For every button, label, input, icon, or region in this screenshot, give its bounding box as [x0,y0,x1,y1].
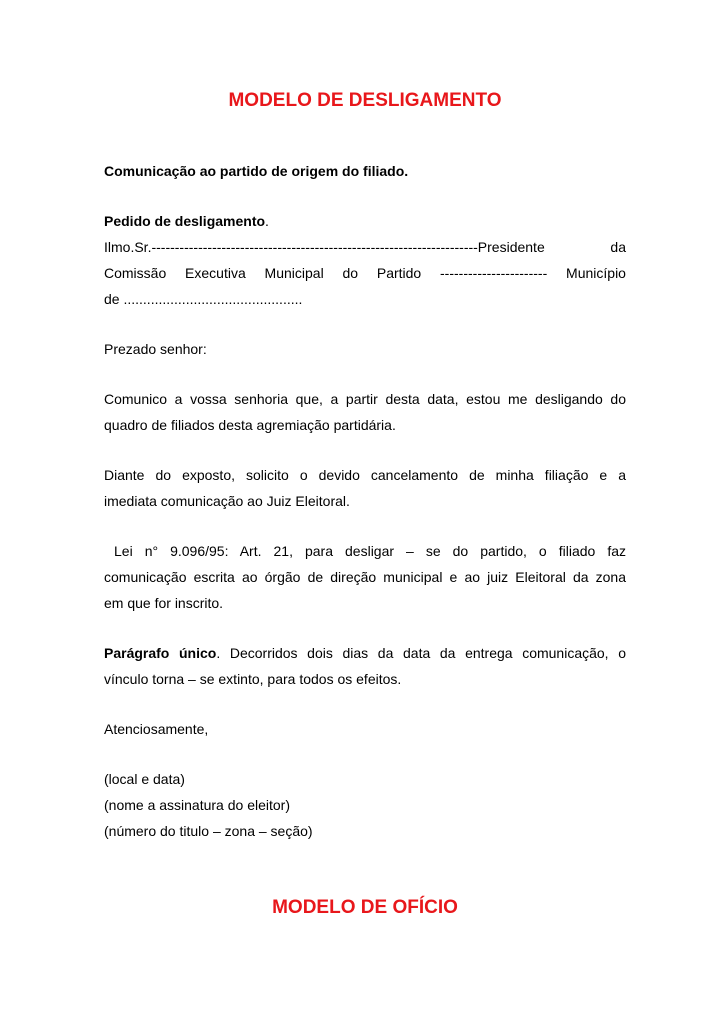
law-paragraph [104,538,626,616]
sole-paragraph-line-2: vínculo torna – se extinto, para todos os efeitos. [104,671,402,687]
request-heading: Pedido de desligamento [104,213,266,229]
signature-place-date: (local e data) [104,771,185,787]
greeting-text: Prezado senhor: [104,341,207,357]
request-block [104,208,626,312]
sole-paragraph [104,640,626,692]
paragraph-2-line-1: Diante do exposto, solicito o devido cancelamento de minha filiação e a [104,467,626,483]
greeting [104,336,626,362]
sole-paragraph-line-1-rest: . Decorridos dois dias da data da entrega comunicação, o [216,645,626,661]
law-line-1: Lei n° 9.096/95: Art. 21, para desligar – se do partido, o filiado faz [114,543,626,559]
request-line-2-w2: Municipal [264,265,324,281]
request-line-2 [104,260,626,286]
paragraph-2-line-2: imediata comunicação ao Juiz Eleitoral. [104,493,350,509]
request-heading-line [104,208,626,234]
closing-text: Atenciosamente, [104,721,209,737]
request-line-1 [104,234,626,260]
request-line-3: de .............................................. [104,291,303,307]
request-line-2-w1: Executiva [185,265,246,281]
signature-voter-id: (número do titulo – zona – seção) [104,823,313,839]
request-line-1-a: Ilmo.Sr.----------------------------------------------------------------------Presidente [104,239,545,255]
closing [104,716,626,742]
document-subtitle [104,158,626,184]
paragraph-2 [104,462,626,514]
paragraph-1-line-1: Comunico a vossa senhoria que, a partir desta data, estou me desligando do [104,391,626,407]
law-line-2: comunicação escrita ao órgão de direção municipal e ao juiz Eleitoral da zona [104,569,626,585]
signature-block [104,766,626,844]
request-line-2-w4: Partido [376,265,422,281]
next-section-title: MODELO DE OFÍCIO [272,897,458,918]
request-line-1-b: da [610,239,626,255]
paragraph-1 [104,386,626,438]
paragraph-1-line-2: quadro de filiados desta agremiação partidária. [104,417,396,433]
sole-paragraph-label: Parágrafo único [104,645,217,661]
signature-name: (nome a assinatura do eleitor) [104,797,290,813]
request-heading-suffix: . [265,213,269,229]
sole-paragraph-line-1 [104,640,626,666]
request-line-2-w0: Comissão [104,265,167,281]
request-line-2-w6: Município [566,265,626,281]
document-title: MODELO DE DESLIGAMENTO [228,90,502,111]
request-line-2-w5: ----------------------- [440,265,548,281]
law-line-3: em que for inscrito. [104,595,224,611]
subtitle-text: Comunicação ao partido de origem do filiado. [104,163,409,179]
request-line-2-w3: do [342,265,359,281]
